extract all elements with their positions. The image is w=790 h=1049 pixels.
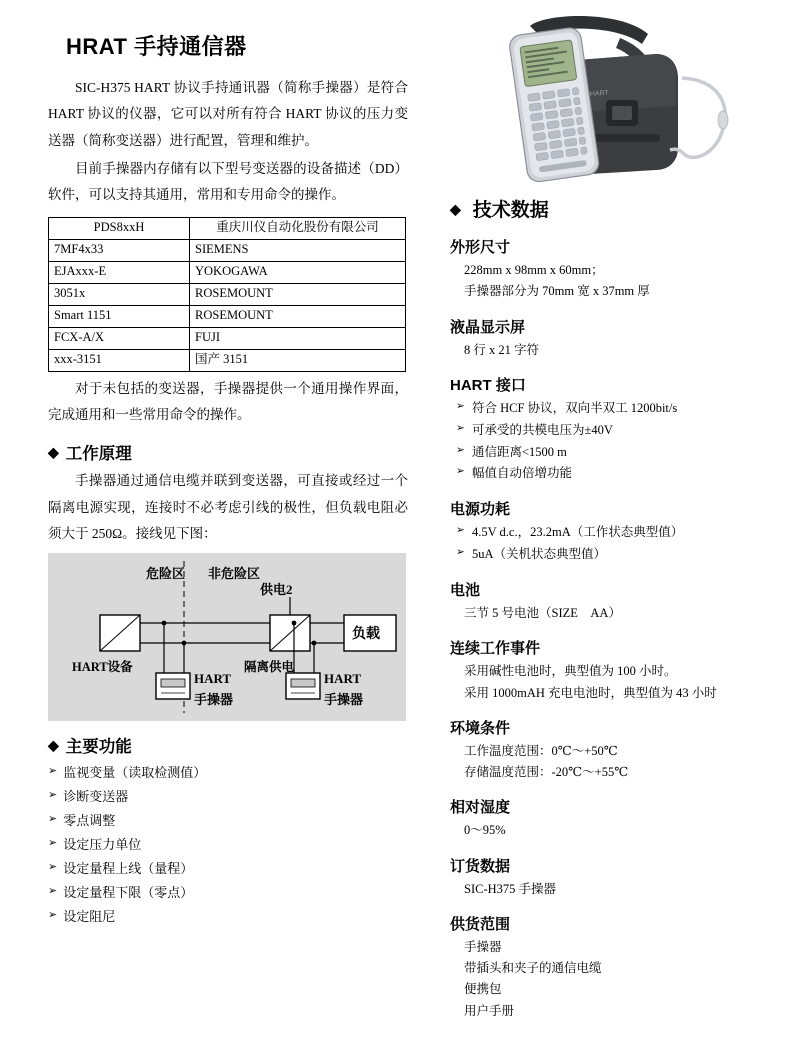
table-cell-vendor: 重庆川仪自动化股份有限公司 <box>190 217 406 239</box>
diagram-label-danger-zone: 危险区 <box>146 566 186 582</box>
spec-title: 环境条件 <box>450 719 511 737</box>
diagram-label-hart-left-1: HART <box>194 671 232 687</box>
arrow-icon: ➢ <box>48 789 58 802</box>
table-cell-vendor: 国产 3151 <box>190 349 406 371</box>
diamond-icon: ◆ <box>48 444 59 461</box>
section-heading-tech <box>450 195 770 222</box>
spec-title: 连续工作事件 <box>450 640 541 658</box>
spec-title: 供货范围 <box>450 915 511 933</box>
arrow-icon: ➢ <box>48 765 58 778</box>
table-row <box>49 305 406 327</box>
table-cell-vendor: YOKOGAWA <box>190 261 406 283</box>
spec-line: 带插头和夹子的通信电缆 <box>464 961 602 975</box>
spec-line: 三节 5 号电池（SIZE AA） <box>464 606 621 620</box>
spec-title: 液晶显示屏 <box>450 318 526 336</box>
intro-paragraph-2: 目前手操器内存储有以下型号变送器的设备描述（DD）软件，可以支持其通用，常用和专用命令的操作。 <box>48 160 408 203</box>
list-item <box>48 833 408 857</box>
table-cell-model: xxx-3151 <box>49 349 190 371</box>
spec-line: 便携包 <box>464 982 502 997</box>
list-item-label: 5uA（关机状态典型值） <box>472 547 607 562</box>
spec-title: 电源功耗 <box>450 501 511 519</box>
list-item <box>450 522 770 544</box>
list-item <box>450 398 770 420</box>
table-row <box>49 261 406 283</box>
arrow-icon: ➢ <box>48 837 58 850</box>
spec-title: 相对湿度 <box>450 799 511 817</box>
table-row <box>49 217 406 239</box>
functions-list <box>48 761 408 929</box>
spec-bullet-list <box>450 522 770 566</box>
table-row <box>49 283 406 305</box>
spec-block <box>450 236 770 303</box>
svg-text:HART: HART <box>589 89 610 98</box>
list-item-label: 符合 HCF 协议，双向半双工 1200bit/s <box>472 400 678 415</box>
table-cell-vendor: SIEMENS <box>190 239 406 261</box>
tech-spec-list <box>450 236 770 1022</box>
arrow-icon: ➢ <box>48 861 58 874</box>
list-item-label: 监视变量（读取检测值） <box>63 765 207 781</box>
arrow-icon: ➢ <box>48 885 58 898</box>
spec-line: 8 行 x 21 字符 <box>464 342 540 357</box>
right-column <box>450 195 770 1035</box>
spec-title: HART 接口 <box>450 376 526 394</box>
diagram-label-hart-right-2: 手操器 <box>324 692 364 708</box>
table-cell-model: 3051x <box>49 283 190 305</box>
diamond-icon: ◆ <box>450 200 461 217</box>
spec-line: 采用碱性电池时，典型值为 100 小时。 <box>464 664 677 679</box>
list-item <box>48 905 408 929</box>
table-cell-vendor: ROSEMOUNT <box>190 283 406 305</box>
arrow-icon: ➢ <box>48 813 58 826</box>
principle-paragraph: 手操器通过通信电缆并联到变送器，可直接或经过一个隔离电源实现，连接时不必考虑引线的极性，但负载电阻必须大于 250Ω。接线见下图： <box>48 473 408 541</box>
spec-block <box>450 316 770 361</box>
list-item-label: 设定压力单位 <box>63 837 142 853</box>
diagram-label-supply2: 供电2 <box>260 582 293 598</box>
spec-line: 0～95% <box>464 823 506 838</box>
list-item <box>450 463 770 485</box>
list-item <box>48 809 408 833</box>
list-item-label: 设定量程上线（量程） <box>63 861 194 877</box>
arrow-icon: ➢ <box>456 525 465 537</box>
spec-block <box>450 717 770 784</box>
spec-block <box>450 796 770 841</box>
diagram-label-load: 负载 <box>352 627 380 643</box>
spec-block <box>450 637 770 704</box>
table-cell-model: PDS8xxH <box>49 217 190 239</box>
wiring-diagram <box>48 553 406 721</box>
arrow-icon: ➢ <box>456 466 465 478</box>
list-item <box>48 761 408 785</box>
spec-block <box>450 579 770 624</box>
spec-line: 存储温度范围：-20℃～+55℃ <box>464 765 629 779</box>
section-heading-tech-label: 技术数据 <box>472 200 549 221</box>
table-cell-model: FCX-A/X <box>49 327 190 349</box>
arrow-icon: ➢ <box>48 909 58 922</box>
diagram-label-hart-right-1: HART <box>324 671 362 687</box>
dd-device-table <box>48 217 406 372</box>
spec-title: 电池 <box>450 582 481 599</box>
list-item-label: 诊断变送器 <box>63 789 129 805</box>
diamond-icon: ◆ <box>48 737 59 754</box>
list-item <box>450 544 770 566</box>
arrow-icon: ➢ <box>456 547 465 559</box>
spec-line: 用户手册 <box>464 1003 515 1018</box>
diagram-label-hart-left-2: 手操器 <box>194 692 234 708</box>
list-item-label: 通信距离<1500 m <box>472 444 567 459</box>
diagram-label-isolated-supply: 隔离供电 <box>244 660 295 675</box>
list-item-label: 幅值自动倍增功能 <box>472 466 573 481</box>
diagram-label-hart-device: HART设备 <box>72 660 133 675</box>
table-row <box>49 327 406 349</box>
spec-block <box>450 374 770 486</box>
spec-line: 手操器部分为 70mm 宽 x 37mm 厚 <box>464 284 650 299</box>
section-heading-principle-label: 工作原理 <box>65 445 132 464</box>
table-row <box>49 239 406 261</box>
spec-title: 订货数据 <box>450 857 511 875</box>
intro-paragraph-1: SIC-H375 HART 协议手持通讯器（简称手操器）是符合 HART 协议的仪器，它可以对所有符合 HART 协议的压力变送器（简称变送器）进行配置，管理和维护。 <box>48 80 408 148</box>
list-item <box>450 442 770 464</box>
table-cell-model: 7MF4x33 <box>49 239 190 261</box>
spec-line: 采用 1000mAH 充电电池时，典型值为 43 小时 <box>464 685 717 700</box>
list-item <box>48 881 408 905</box>
section-heading-functions <box>48 733 408 757</box>
left-column <box>48 30 408 929</box>
spec-block <box>450 498 770 566</box>
list-item-label: 设定阻尼 <box>63 909 116 925</box>
list-item-label: 零点调整 <box>63 813 116 829</box>
list-item-label: 可承受的共模电压为±40V <box>472 422 613 437</box>
spec-line: SIC-H375 手操器 <box>464 881 557 896</box>
section-heading-functions-label: 主要功能 <box>65 738 132 757</box>
spec-block <box>450 913 770 1022</box>
product-photo <box>470 8 760 188</box>
spec-block <box>450 855 770 900</box>
diagram-label-safe-zone: 非危险区 <box>208 566 261 582</box>
spec-title: 外形尺寸 <box>450 239 511 256</box>
spec-bullet-list <box>450 398 770 486</box>
list-item <box>48 857 408 881</box>
arrow-icon: ➢ <box>456 400 465 412</box>
table-cell-vendor: ROSEMOUNT <box>190 305 406 327</box>
section-heading-principle <box>48 440 408 464</box>
spec-line: 手操器 <box>464 939 502 954</box>
table-cell-vendor: FUJI <box>190 327 406 349</box>
page-title: HRAT 手持通信器 <box>66 34 247 59</box>
list-item-label: 4.5V d.c.，23.2mA（工作状态典型值） <box>472 525 684 540</box>
arrow-icon: ➢ <box>456 444 465 456</box>
list-item <box>48 785 408 809</box>
intro-paragraph-3: 对于未包括的变送器，手操器提供一个通用操作界面，完成通用和一些常用命令的操作。 <box>48 380 408 422</box>
spec-line: 工作温度范围：0℃～+50℃ <box>464 743 618 758</box>
table-cell-model: Smart 1151 <box>49 305 190 327</box>
spec-line: 228mm x 98mm x 60mm； <box>464 263 604 277</box>
table-row <box>49 349 406 371</box>
list-item <box>450 420 770 442</box>
arrow-icon: ➢ <box>456 422 465 434</box>
list-item-label: 设定量程下限（零点） <box>63 885 194 901</box>
table-cell-model: EJAxxx-E <box>49 261 190 283</box>
